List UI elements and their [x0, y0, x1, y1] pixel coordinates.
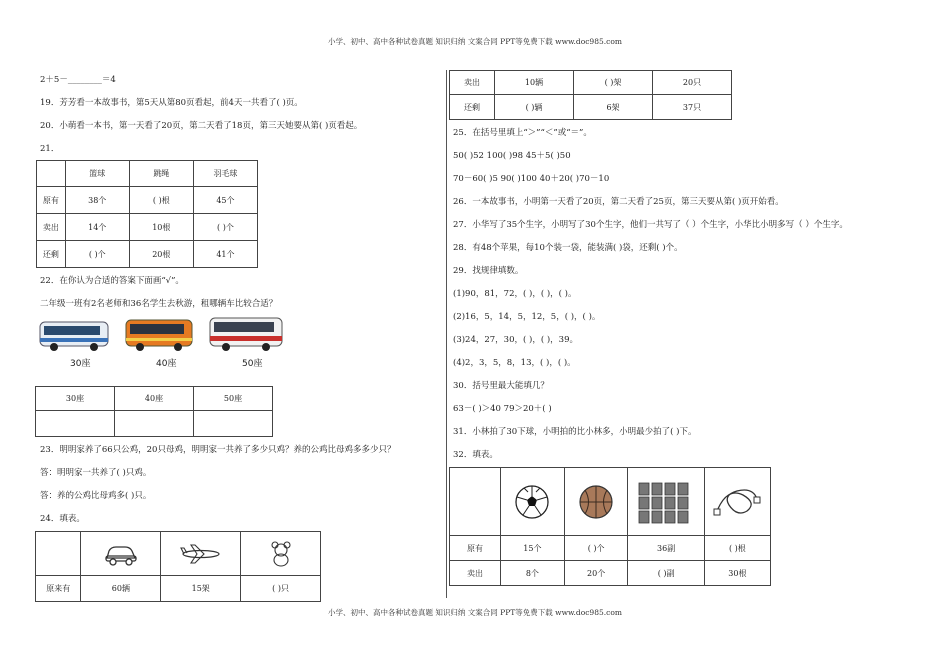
- table-24: [35, 531, 321, 602]
- table-cell: [36, 532, 81, 576]
- toy-car-icon: [103, 542, 139, 566]
- table-cell: 30根: [704, 561, 770, 586]
- table-cell: [704, 468, 770, 536]
- question-29-part-1: (1)90，81，72，( )，( )，( )。: [453, 289, 577, 299]
- table-32: [449, 467, 771, 586]
- table-cell: 14个: [65, 214, 129, 241]
- question-28: 28．有48个苹果，每10个装一袋，能装满( )袋，还剩( )个。: [453, 243, 683, 253]
- table-cell: 10根: [129, 214, 193, 241]
- table-cell: 20个: [564, 561, 628, 586]
- table-cell: 10辆: [495, 71, 574, 95]
- table-cell: [37, 161, 66, 187]
- table-cell: 36副: [628, 536, 704, 561]
- table-cell: 还剩: [37, 241, 66, 268]
- table-cell: [81, 532, 161, 576]
- table-cell: 卖出: [450, 561, 501, 586]
- teddy-bear-icon: [269, 541, 293, 567]
- question-23-answer-1: 答：明明家一共养了( )只鸡。: [40, 468, 152, 478]
- table-cell: 跳绳: [129, 161, 193, 187]
- table-22: [35, 386, 273, 437]
- table-cell: [501, 468, 565, 536]
- table-cell: 15架: [161, 576, 241, 602]
- table-cell: ( )个: [564, 536, 628, 561]
- table-cell: 41个: [193, 241, 257, 268]
- page-header: 小学、初中、高中各种试卷真题 知识归纳 文案合同 PPT等免费下载 www.doc985.com: [328, 37, 622, 46]
- jump-rope-icon: [713, 485, 761, 519]
- question-23-answer-2: 答：养的公鸡比母鸡多( )只。: [40, 491, 152, 501]
- toy-plane-icon: [179, 543, 223, 565]
- table-cell: ( )副: [628, 561, 704, 586]
- table-cell: [450, 468, 501, 536]
- table-cell: 20只: [653, 71, 732, 95]
- question-24: 24．填表。: [40, 514, 85, 524]
- table-cell: [194, 411, 273, 437]
- table-cell: [628, 468, 704, 536]
- question-30: 30．括号里最大能填几？: [453, 381, 549, 391]
- table-top-continued: [449, 70, 732, 120]
- bus-30-seat-image: [38, 318, 110, 354]
- bus-50-seat-image: [208, 314, 284, 354]
- table-cell: 38个: [65, 187, 129, 214]
- table-cell: 羽毛球: [193, 161, 257, 187]
- bus-40-seat-image: [124, 316, 194, 354]
- question-29-part-4: (4)2，3，5，8，13，( )，( )。: [453, 358, 576, 368]
- table-cell: 还剩: [450, 95, 495, 120]
- table-cell: 原来有: [36, 576, 81, 602]
- bus-label-30: 30座: [70, 359, 91, 369]
- table-cell: ( )辆: [495, 95, 574, 120]
- table-cell: 卖出: [450, 71, 495, 95]
- question-27: 27．小华写了35个生字，小明写了30个生字，他们一共写了（ ）个生字，小华比小明多写（ ）个生字。: [453, 220, 848, 230]
- gloves-icon: [636, 479, 696, 525]
- question-25: 25．在括号里填上“＞”“＜”或“＝”。: [453, 128, 592, 138]
- question-19: 19．芳芳看一本故事书，第5天从第80页看起，前4天一共看了( )页。: [40, 98, 303, 108]
- table-cell: [161, 532, 241, 576]
- table-cell: 篮球: [65, 161, 129, 187]
- question-30-line: 63－( )＞40 79＞20＋( ): [453, 404, 552, 414]
- table-cell: 60辆: [81, 576, 161, 602]
- table-cell: ( )个: [193, 214, 257, 241]
- question-25-line-1: 50( )52 100( )98 45＋5( )50: [453, 151, 571, 161]
- soccer-ball-icon: [514, 484, 550, 520]
- table-cell: [36, 411, 115, 437]
- table-cell: 20根: [129, 241, 193, 268]
- table-cell: 30座: [36, 387, 115, 411]
- bus-label-40: 40座: [156, 359, 177, 369]
- table-cell: [241, 532, 321, 576]
- table-cell: 8个: [501, 561, 565, 586]
- table-cell: 6架: [574, 95, 653, 120]
- table-cell: 40座: [115, 387, 194, 411]
- table-cell: ( )根: [704, 536, 770, 561]
- table-cell: 原有: [37, 187, 66, 214]
- table-cell: ( )个: [65, 241, 129, 268]
- bus-label-50: 50座: [242, 359, 263, 369]
- equation-line: 2＋5－________＝4: [40, 75, 116, 85]
- question-22: 22．在你认为合适的答案下面画“√”。: [40, 276, 184, 286]
- basketball-icon: [578, 484, 614, 520]
- question-29-part-2: (2)16，5，14，5，12，5，( )，( )。: [453, 312, 601, 322]
- table-cell: 50座: [194, 387, 273, 411]
- question-31: 31．小林拍了30下球，小明拍的比小林多，小明最少拍了( )下。: [453, 427, 697, 437]
- question-29-part-3: (3)24，27，30，( )，( )，39。: [453, 335, 578, 345]
- table-cell: 37只: [653, 95, 732, 120]
- table-cell: [115, 411, 194, 437]
- question-20: 20．小萌看一本书，第一天看了20页，第二天看了18页，第三天她要从第( )页看起。: [40, 121, 363, 131]
- table-cell: 15个: [501, 536, 565, 561]
- table-cell: 卖出: [37, 214, 66, 241]
- question-23: 23．明明家养了66只公鸡，20只母鸡，明明家一共养了多少只鸡？养的公鸡比母鸡多多少只？: [40, 445, 396, 455]
- question-21: 21．: [40, 144, 60, 154]
- table-cell: 原有: [450, 536, 501, 561]
- table-21: [36, 160, 258, 268]
- table-cell: 45个: [193, 187, 257, 214]
- column-divider: [446, 70, 447, 598]
- question-26: 26．一本故事书，小明第一天看了20页，第二天看了25页，第三天要从第( )页开始看。: [453, 197, 784, 207]
- table-cell: ( )只: [241, 576, 321, 602]
- table-cell: ( )架: [574, 71, 653, 95]
- table-cell: [564, 468, 628, 536]
- question-25-line-2: 70－60( )5 90( )100 40＋20( )70－10: [453, 174, 610, 184]
- table-cell: ( )根: [129, 187, 193, 214]
- question-32: 32．填表。: [453, 450, 498, 460]
- page-footer: 小学、初中、高中各种试卷真题 知识归纳 文案合同 PPT等免费下载 www.doc985.com: [328, 608, 622, 617]
- question-22-sub: 二年级一班有2名老师和36名学生去秋游，租哪辆车比较合适？: [40, 299, 278, 309]
- question-29: 29．找规律填数。: [453, 266, 524, 276]
